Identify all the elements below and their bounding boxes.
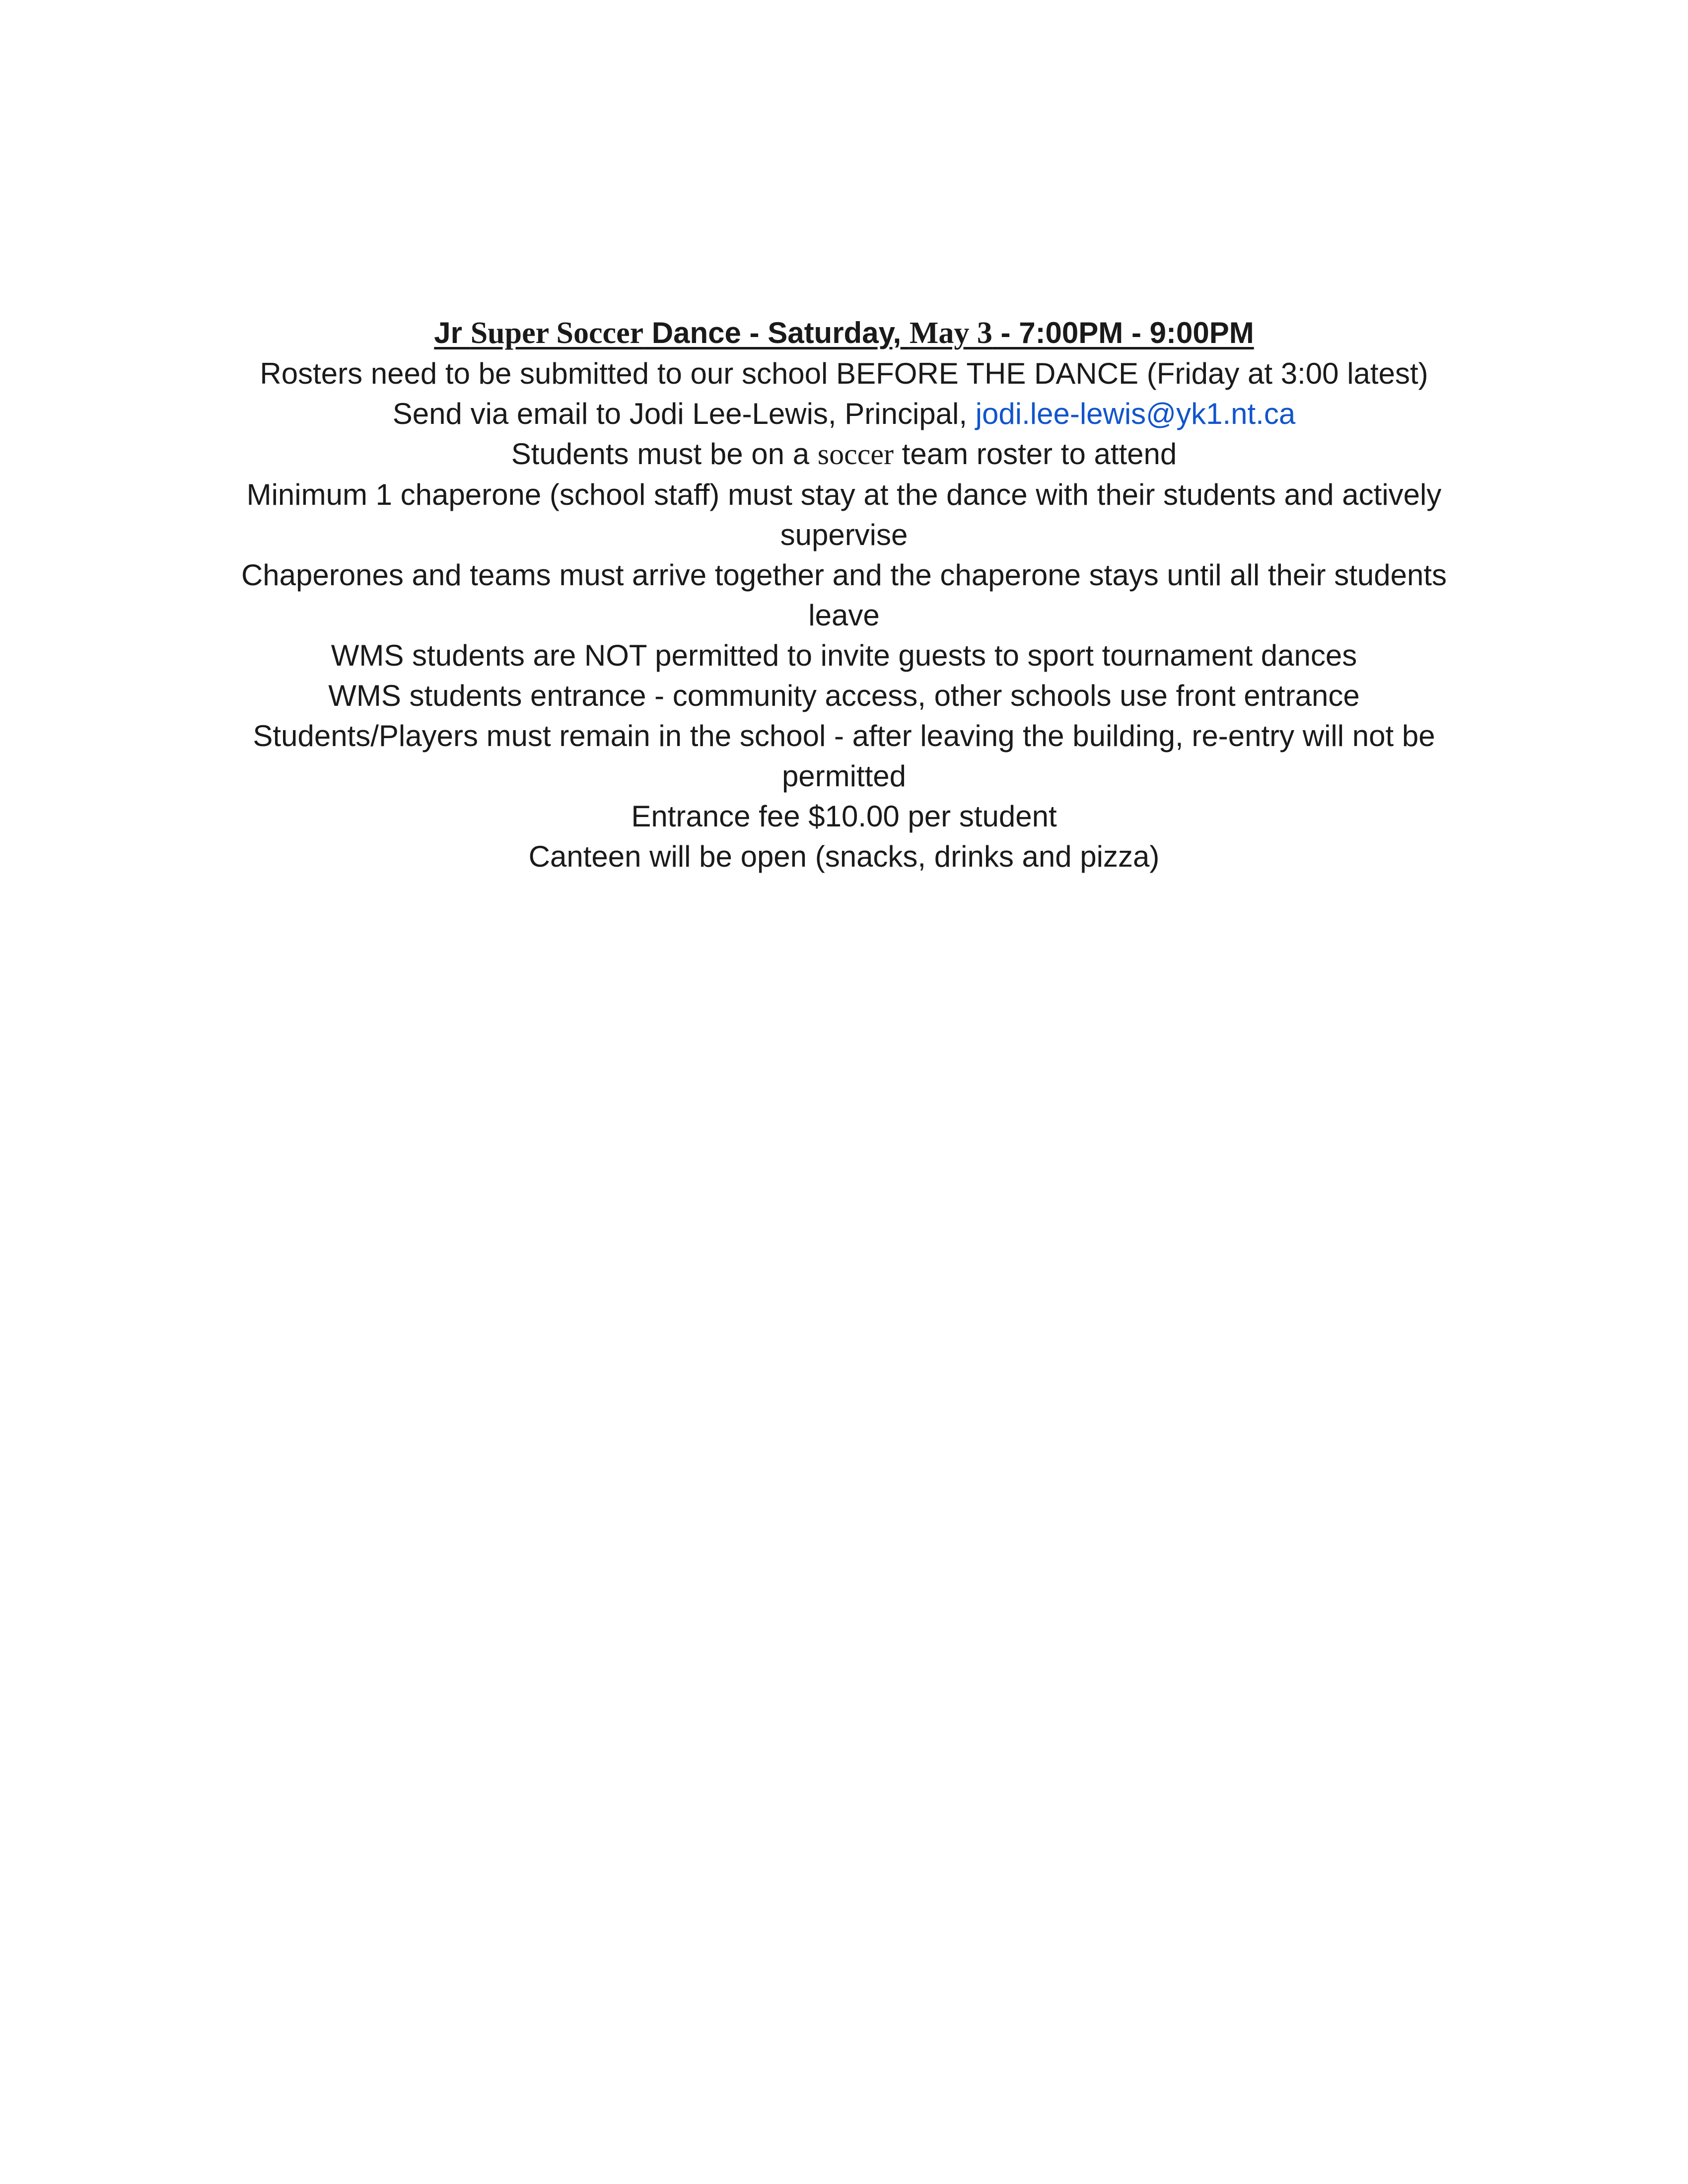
roster-required-line: [218, 434, 1470, 475]
document-body: [218, 313, 1470, 877]
page-title: [218, 313, 1470, 353]
title-date: May 3: [909, 316, 992, 350]
chaperone-minimum-line: Minimum 1 chaperone (school staff) must stay at the dance with their students and actively supervise: [246, 478, 1442, 551]
roster-required-prefix: Students must be on a: [511, 437, 818, 471]
entrance-line: WMS students entrance - community access, other schools use front entrance: [328, 679, 1360, 712]
title-time: - 7:00PM - 9:00PM: [992, 316, 1254, 349]
fee-line: Entrance fee $10.00 per student: [631, 800, 1057, 833]
re-entry-line: Students/Players must remain in the school - after leaving the building, re-entry will not be permitted: [253, 719, 1435, 793]
title-day: Dance - Saturday,: [643, 316, 910, 349]
chaperone-arrival-line: Chaperones and teams must arrive together and the chaperone stays until all their students leave: [241, 558, 1447, 632]
guests-line: WMS students are NOT permitted to invite guests to sport tournament dances: [331, 639, 1357, 672]
canteen-line: Canteen will be open (snacks, drinks and pizza): [528, 840, 1160, 873]
roster-required-suffix: team roster to attend: [894, 437, 1177, 471]
send-email-line: [218, 394, 1470, 434]
send-email-text: Send via email to Jodi Lee-Lewis, Principal,: [392, 397, 976, 430]
email-link[interactable]: jodi.lee-lewis@yk1.nt.ca: [975, 397, 1296, 430]
rosters-line: Rosters need to be submitted to our school BEFORE THE DANCE (Friday at 3:00 latest): [260, 357, 1428, 390]
title-prefix: Jr: [434, 316, 471, 349]
title-event-name: Super Soccer: [470, 316, 644, 350]
roster-required-sport: soccer: [817, 438, 894, 471]
